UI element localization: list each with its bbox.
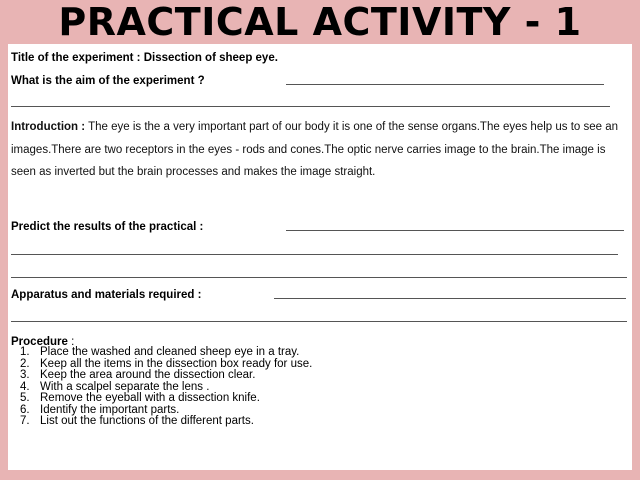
experiment-title: Title of the experiment : Dissection of sheep eye. bbox=[11, 52, 278, 64]
predict-answer-line-2[interactable] bbox=[11, 254, 618, 255]
procedure-step: 2. Keep all the items in the dissection box ready for use. bbox=[20, 357, 313, 370]
aim-question: What is the aim of the experiment ? bbox=[11, 75, 205, 87]
procedure-step: 6. Identify the important parts. bbox=[20, 403, 180, 416]
procedure-step: 1. Place the washed and cleaned sheep eye in a tray. bbox=[20, 346, 300, 358]
apparatus-answer-line-1[interactable] bbox=[274, 298, 626, 299]
procedure-section bbox=[11, 332, 313, 427]
aim-answer-line-1[interactable] bbox=[286, 84, 604, 85]
predict-answer-line-3[interactable] bbox=[11, 277, 627, 278]
page-heading: PRACTICAL ACTIVITY - 1 bbox=[58, 0, 582, 44]
procedure-step: 5. Remove the eyeball with a dissection knife. bbox=[20, 392, 260, 404]
procedure-label: Procedure bbox=[11, 336, 68, 348]
apparatus-question: Apparatus and materials required : bbox=[11, 289, 202, 301]
procedure-step: 7. List out the functions of the different parts. bbox=[20, 415, 254, 427]
apparatus-answer-line-2[interactable] bbox=[11, 321, 627, 322]
predict-answer-line-1[interactable] bbox=[286, 230, 624, 231]
introduction-text: The eye is the a very important part of our body it is one of the sense organs.The eyes help us to see an images.There are two receptors in the eyes - rods and cones.The optic nerve carries image to the brain.The image is seen as inverted but the brain processes and makes the image straight. bbox=[11, 121, 619, 178]
procedure-step: 4. With a scalpel separate the lens . bbox=[20, 380, 210, 393]
aim-answer-line-2[interactable] bbox=[11, 106, 610, 107]
procedure-colon: : bbox=[67, 336, 75, 348]
introduction-paragraph bbox=[11, 116, 626, 184]
procedure-steps bbox=[20, 347, 312, 428]
introduction-label: Introduction : bbox=[11, 121, 86, 133]
procedure-step: 3. Keep the area around the dissection clear. bbox=[20, 369, 256, 381]
predict-question: Predict the results of the practical : bbox=[11, 221, 204, 233]
worksheet bbox=[8, 44, 632, 470]
